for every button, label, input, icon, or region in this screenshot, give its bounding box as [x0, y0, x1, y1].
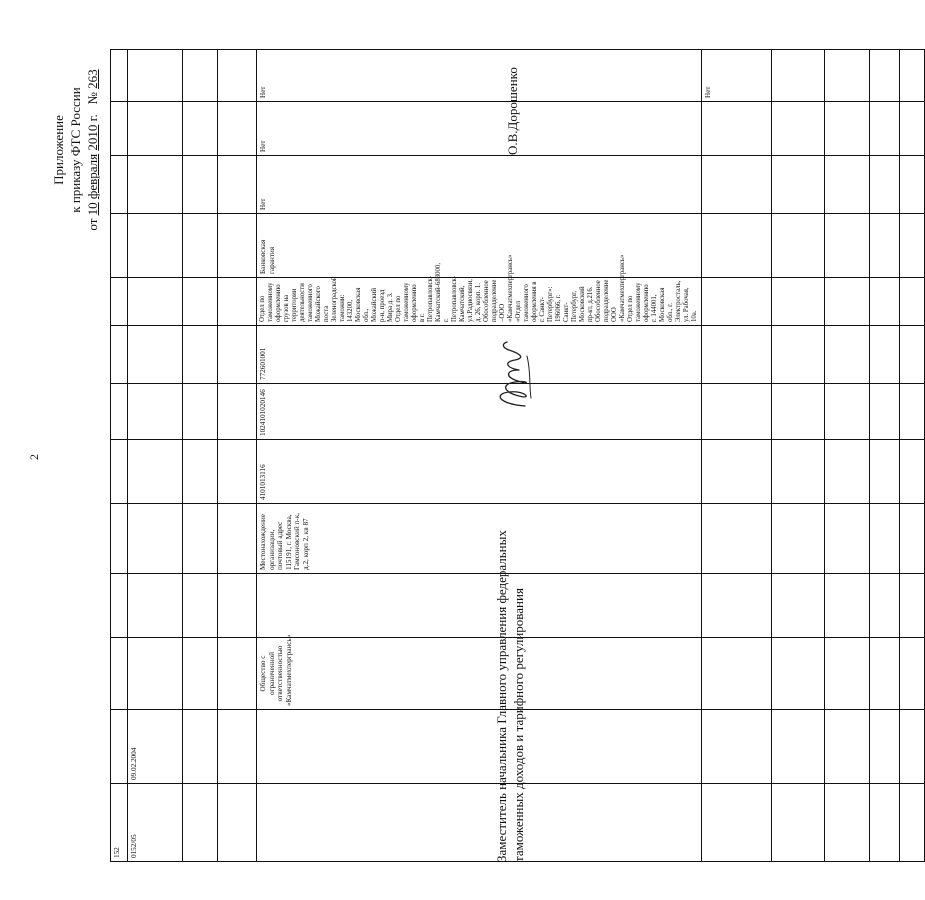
cell-empty [900, 710, 925, 784]
cell-empty [772, 710, 825, 784]
cell-empty [218, 710, 257, 784]
cell-empty [183, 102, 218, 156]
cell-empty [218, 214, 257, 278]
cell-empty [183, 278, 218, 326]
cell-empty [111, 156, 128, 214]
cell-empty [772, 574, 825, 638]
cell-empty [900, 440, 925, 504]
cell-empty [257, 710, 702, 784]
order-number-label: № [85, 92, 100, 105]
cell-empty [772, 102, 825, 156]
cell-empty [218, 638, 257, 710]
cell-reg-date: 09.02.2004 [128, 710, 183, 784]
cell-flag-1: Нет [257, 156, 702, 214]
cell-empty [183, 384, 218, 440]
appendix-order-ref: к приказу ФТС России [68, 87, 83, 213]
cell-empty [702, 638, 772, 710]
cell-empty [772, 384, 825, 440]
table-row [257, 50, 702, 862]
cell-empty [257, 784, 702, 862]
cell-empty [870, 574, 900, 638]
order-number: 263 [85, 69, 100, 89]
date-year: 2010 [85, 124, 100, 151]
table-row [183, 50, 218, 862]
cell-empty [900, 278, 925, 326]
cell-empty [128, 504, 183, 574]
signer-name: О.В.Дорошенко [505, 67, 520, 155]
cell-empty [870, 638, 900, 710]
cell-empty [825, 638, 870, 710]
cell-empty [825, 326, 870, 384]
cell-empty [900, 102, 925, 156]
cell-empty [218, 574, 257, 638]
table-row [702, 50, 772, 862]
cell-empty [218, 156, 257, 214]
cell-empty [702, 440, 772, 504]
cell-empty [870, 214, 900, 278]
cell-empty [111, 440, 128, 504]
cell-empty [702, 156, 772, 214]
cell-customs-offices: Отдел по таможенному оформлению грузов на территории деятельности таможенного Можайского поста Зеленоградской таможни: 143200, Московская обл., Можайский р-н, проезд Мира д. 3. Отдел по таможенному оформлению в г. Петропавловск-Камчатский-683000, г. Петропавловск-Камчатский, ул.Радиосвязи, д. 26, корп. 1. Обособленное подразделение –ООО «Камчатмехпергрансь» «Отдел таможенного оформления в г. Санкт-Петербург»: 196066, г. Санкт-Петербург, Московский пр-кт, д.216. Обособленное подразделение ООО «Камчатмехпергрансь» Отдел по таможенному оформлению г. 144001, Московская обл., г. Электросталь, ул. Рабочая, 10а. [257, 278, 702, 326]
cell-empty [702, 710, 772, 784]
cell-empty [825, 214, 870, 278]
cell-empty [900, 384, 925, 440]
cell-empty [772, 50, 825, 102]
cell-empty [218, 384, 257, 440]
cell-empty [183, 326, 218, 384]
date-day: 10 [85, 202, 100, 216]
cell-empty [702, 214, 772, 278]
cell-empty [825, 156, 870, 214]
cell-empty [218, 278, 257, 326]
cell-empty [825, 504, 870, 574]
table-row [218, 50, 257, 862]
cell-empty [900, 574, 925, 638]
cell-empty [128, 50, 183, 102]
cell-empty [825, 50, 870, 102]
cell-empty [111, 384, 128, 440]
cell-empty [183, 156, 218, 214]
table-row [772, 50, 825, 862]
table-row [128, 50, 183, 862]
cell-reg-number: 0152/05 [128, 784, 183, 862]
cell-empty [111, 504, 128, 574]
cell-empty [870, 384, 900, 440]
cell-empty [128, 574, 183, 638]
cell-empty [218, 440, 257, 504]
cell-empty [772, 504, 825, 574]
cell-empty [183, 504, 218, 574]
cell-empty [128, 440, 183, 504]
date-month: февраля [85, 153, 100, 200]
cell-num: 152 [111, 784, 128, 862]
cell-empty [111, 326, 128, 384]
cell-empty [183, 710, 218, 784]
cell-empty [870, 710, 900, 784]
appendix-header [50, 20, 101, 280]
cell-empty [702, 504, 772, 574]
cell-empty [111, 50, 128, 102]
cell-empty [702, 784, 772, 862]
cell-empty [825, 784, 870, 862]
cell-empty [111, 102, 128, 156]
cell-empty [702, 574, 772, 638]
cell-empty [900, 504, 925, 574]
cell-empty [870, 326, 900, 384]
cell-empty [128, 638, 183, 710]
table-row [111, 50, 128, 862]
table-row [825, 50, 870, 862]
cell-location: Местонахождение организации, почтовый адрес 115191, г. Москва, Гамсоновский п-к, д.2, корп 2, кв 87 [257, 504, 702, 574]
date-suffix: г. [85, 114, 100, 122]
cell-empty [870, 278, 900, 326]
cell-empty [183, 638, 218, 710]
cell-empty [900, 638, 925, 710]
table-row [900, 50, 925, 862]
cell-empty [772, 156, 825, 214]
cell-flag-3: Нет [257, 50, 702, 102]
cell-empty [218, 784, 257, 862]
cell-empty [825, 278, 870, 326]
cell-empty [825, 574, 870, 638]
cell-empty [870, 156, 900, 214]
cell-ogrn: 1024101020146 [257, 384, 702, 440]
cell-empty [825, 710, 870, 784]
cell-empty [111, 214, 128, 278]
cell-empty [218, 50, 257, 102]
cell-empty [128, 278, 183, 326]
cell-org-name: Общество с ограниченной ответственностью «Камчатмехпергрансь» [257, 638, 702, 710]
cell-empty [870, 102, 900, 156]
cell-empty [900, 156, 925, 214]
cell-empty [111, 638, 128, 710]
cell-empty [702, 278, 772, 326]
cell-guarantee: Банковская гарантия [257, 214, 702, 278]
date-prefix: от [85, 218, 100, 231]
cell-empty [870, 784, 900, 862]
cell-empty [870, 50, 900, 102]
page-number: 2 [27, 454, 41, 460]
signer-title: Заместитель начальника Главного управления федеральных таможенных доходов и тарифного регулирования [494, 530, 526, 862]
table-row [870, 50, 900, 862]
cell-empty [702, 384, 772, 440]
cell-empty [111, 574, 128, 638]
cell-empty [825, 440, 870, 504]
cell-kpp: 772601001 [257, 326, 702, 384]
cell-empty [111, 278, 128, 326]
cell-empty [183, 784, 218, 862]
appendix-title: Приложение [51, 115, 66, 185]
cell-empty [183, 50, 218, 102]
cell-inn: 4101013116 [257, 440, 702, 504]
cell-flag-4: Нет [702, 50, 772, 102]
cell-empty [900, 326, 925, 384]
cell-empty [772, 326, 825, 384]
cell-empty [128, 214, 183, 278]
cell-empty [825, 384, 870, 440]
handwritten-signature [485, 340, 543, 412]
cell-empty [183, 574, 218, 638]
cell-empty [128, 156, 183, 214]
cell-empty [702, 102, 772, 156]
cell-empty [183, 214, 218, 278]
cell-empty [870, 504, 900, 574]
cell-empty [870, 440, 900, 504]
cell-empty [772, 638, 825, 710]
cell-empty [183, 440, 218, 504]
cell-empty [128, 384, 183, 440]
cell-empty [772, 214, 825, 278]
cell-empty [218, 504, 257, 574]
cell-empty [702, 326, 772, 384]
cell-empty [900, 50, 925, 102]
cell-empty [900, 214, 925, 278]
cell-empty [218, 326, 257, 384]
cell-empty [900, 784, 925, 862]
cell-empty [772, 440, 825, 504]
cell-empty [111, 710, 128, 784]
cell-empty [825, 102, 870, 156]
cell-flag-2: Нет [257, 102, 702, 156]
cell-empty [128, 326, 183, 384]
cell-empty [772, 784, 825, 862]
cell-empty [772, 278, 825, 326]
cell-empty [257, 574, 702, 638]
cell-empty [218, 102, 257, 156]
appendix-order-date-line [84, 20, 101, 280]
cell-empty [128, 102, 183, 156]
